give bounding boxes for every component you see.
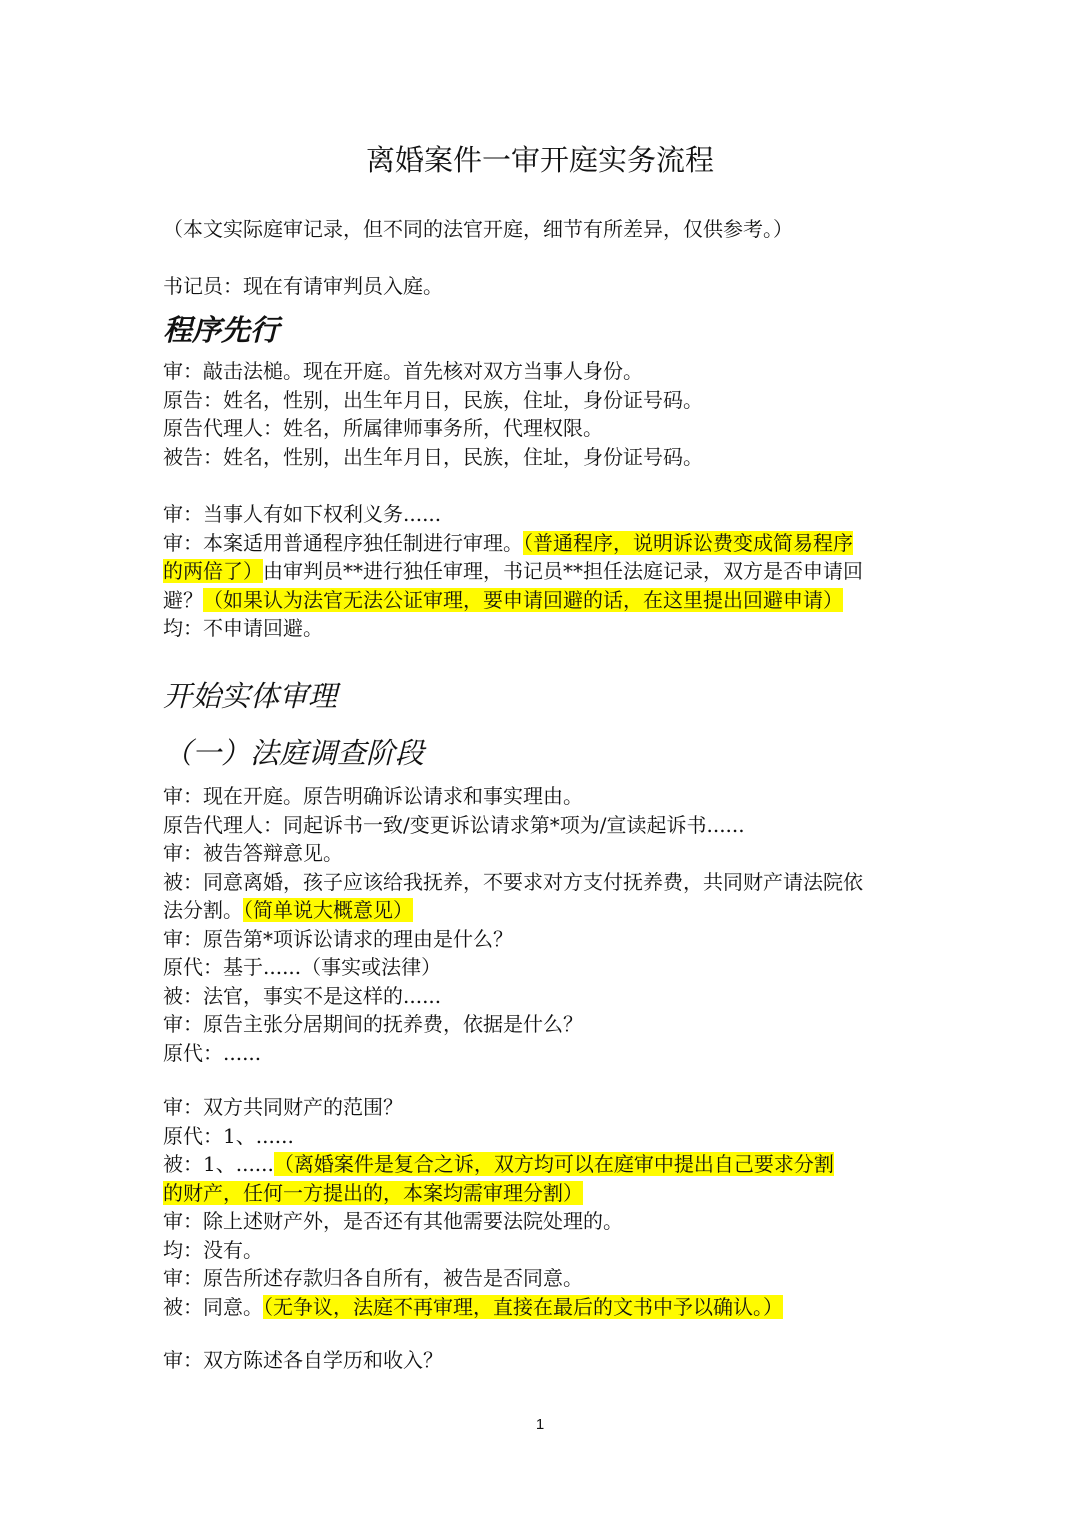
dialogue-line: 审：原告第*项诉讼请求的理由是什么？ bbox=[163, 926, 513, 951]
dialogue-line: 原代：基于......（事实或法律） bbox=[163, 955, 442, 979]
dialogue-text: 法分割。 bbox=[163, 898, 243, 922]
dialogue-line: 审：双方共同财产的范围？ bbox=[163, 1095, 403, 1119]
procedure-block-2 bbox=[163, 500, 923, 643]
procedure-line: 被告：姓名，性别，出生年月日，民族，住址，身份证号码。 bbox=[163, 444, 703, 469]
income-block bbox=[163, 1346, 923, 1375]
dialogue-line bbox=[163, 1179, 923, 1208]
highlighted-comment: 的财产，任何一方提出的，本案均需审理分割） bbox=[163, 1180, 583, 1205]
highlighted-comment: 的两倍了） bbox=[163, 559, 263, 583]
dialogue-line: 审：除上述财产外，是否还有其他需要法院处理的。 bbox=[163, 1209, 623, 1233]
highlighted-comment: （如果认为法官无法公证审理，要申请回避的话，在这里提出回避申请） bbox=[203, 587, 843, 612]
procedure-line bbox=[163, 586, 923, 615]
intro-line: 书记员：现在有请审判员入庭。 bbox=[163, 274, 443, 298]
procedure-text: 由审判员**进行独任审理，书记员**担任法庭记录，双方是否申请回 bbox=[263, 559, 863, 583]
heading-court-investigation: （一）法庭调查阶段 bbox=[163, 736, 425, 770]
procedure-line: 原告：姓名，性别，出生年月日，民族，住址，身份证号码。 bbox=[163, 387, 703, 412]
dialogue-line: 原告代理人：同起诉书一致/变更诉讼请求第*项为/宣读起诉书...... bbox=[163, 812, 745, 837]
procedure-text: 避？ bbox=[163, 587, 203, 612]
dialogue-line: 审：被告答辩意见。 bbox=[163, 841, 343, 865]
intro-block bbox=[163, 272, 923, 301]
dialogue-line: 均：没有。 bbox=[163, 1237, 263, 1262]
highlighted-comment: （离婚案件是复合之诉，双方均可以在庭审中提出自己要求分割 bbox=[273, 1152, 834, 1176]
highlighted-comment: （普通程序，说明诉讼费变成简易程序 bbox=[523, 530, 853, 555]
highlighted-comment: （无争议，法庭不再审理，直接在最后的文书中予以确认。） bbox=[263, 1294, 783, 1319]
highlighted-comment: （简单说大概意见） bbox=[243, 898, 413, 922]
dialogue-text: 被：同意。 bbox=[163, 1294, 263, 1319]
dialogue-line: 审：双方陈述各自学历和收入？ bbox=[163, 1348, 443, 1372]
dialogue-line: 被：法官，事实不是这样的...... bbox=[163, 983, 442, 1008]
procedure-text: 审：本案适用普通程序独任制进行审理。 bbox=[163, 530, 523, 555]
procedure-line: 审：敲击法槌。现在开庭。首先核对双方当事人身份。 bbox=[163, 359, 643, 383]
dialogue-line: 审：原告主张分居期间的抚养费，依据是什么？ bbox=[163, 1012, 583, 1036]
property-block bbox=[163, 1093, 923, 1321]
rights-line: 审：当事人有如下权利义务...... bbox=[163, 502, 442, 526]
procedure-line: 原告代理人：姓名，所属律师事务所，代理权限。 bbox=[163, 416, 603, 440]
page-number: 1 bbox=[535, 1416, 545, 1433]
procedure-line bbox=[163, 529, 923, 558]
dialogue-text: 被：1、...... bbox=[163, 1152, 274, 1176]
dialogue-line: 审：现在开庭。原告明确诉讼请求和事实理由。 bbox=[163, 784, 583, 808]
document-title: 离婚案件一审开庭实务流程 bbox=[365, 143, 714, 177]
dialogue-line: 被：同意离婚，孩子应该给我抚养，不要求对方支付抚养费，共同财产请法院依 bbox=[163, 869, 863, 894]
dialogue-line: 审：原告所述存款归各自所有，被告是否同意。 bbox=[163, 1266, 583, 1290]
procedure-block bbox=[163, 357, 923, 471]
heading-substantive-trial: 开始实体审理 bbox=[163, 679, 338, 713]
dialogue-line bbox=[163, 1150, 923, 1179]
dialogue-line bbox=[163, 1293, 923, 1322]
heading-procedure: 程序先行 bbox=[163, 313, 280, 347]
investigation-block bbox=[163, 782, 923, 1067]
procedure-line: 均：不申请回避。 bbox=[163, 616, 323, 640]
procedure-line bbox=[163, 557, 923, 586]
dialogue-line: 原代：...... bbox=[163, 1040, 262, 1065]
dialogue-line: 原代：1、...... bbox=[163, 1123, 294, 1148]
dialogue-line bbox=[163, 896, 923, 925]
disclaimer-note: （本文实际庭审记录，但不同的法官开庭，细节有所差异，仅供参考。） bbox=[163, 217, 793, 241]
